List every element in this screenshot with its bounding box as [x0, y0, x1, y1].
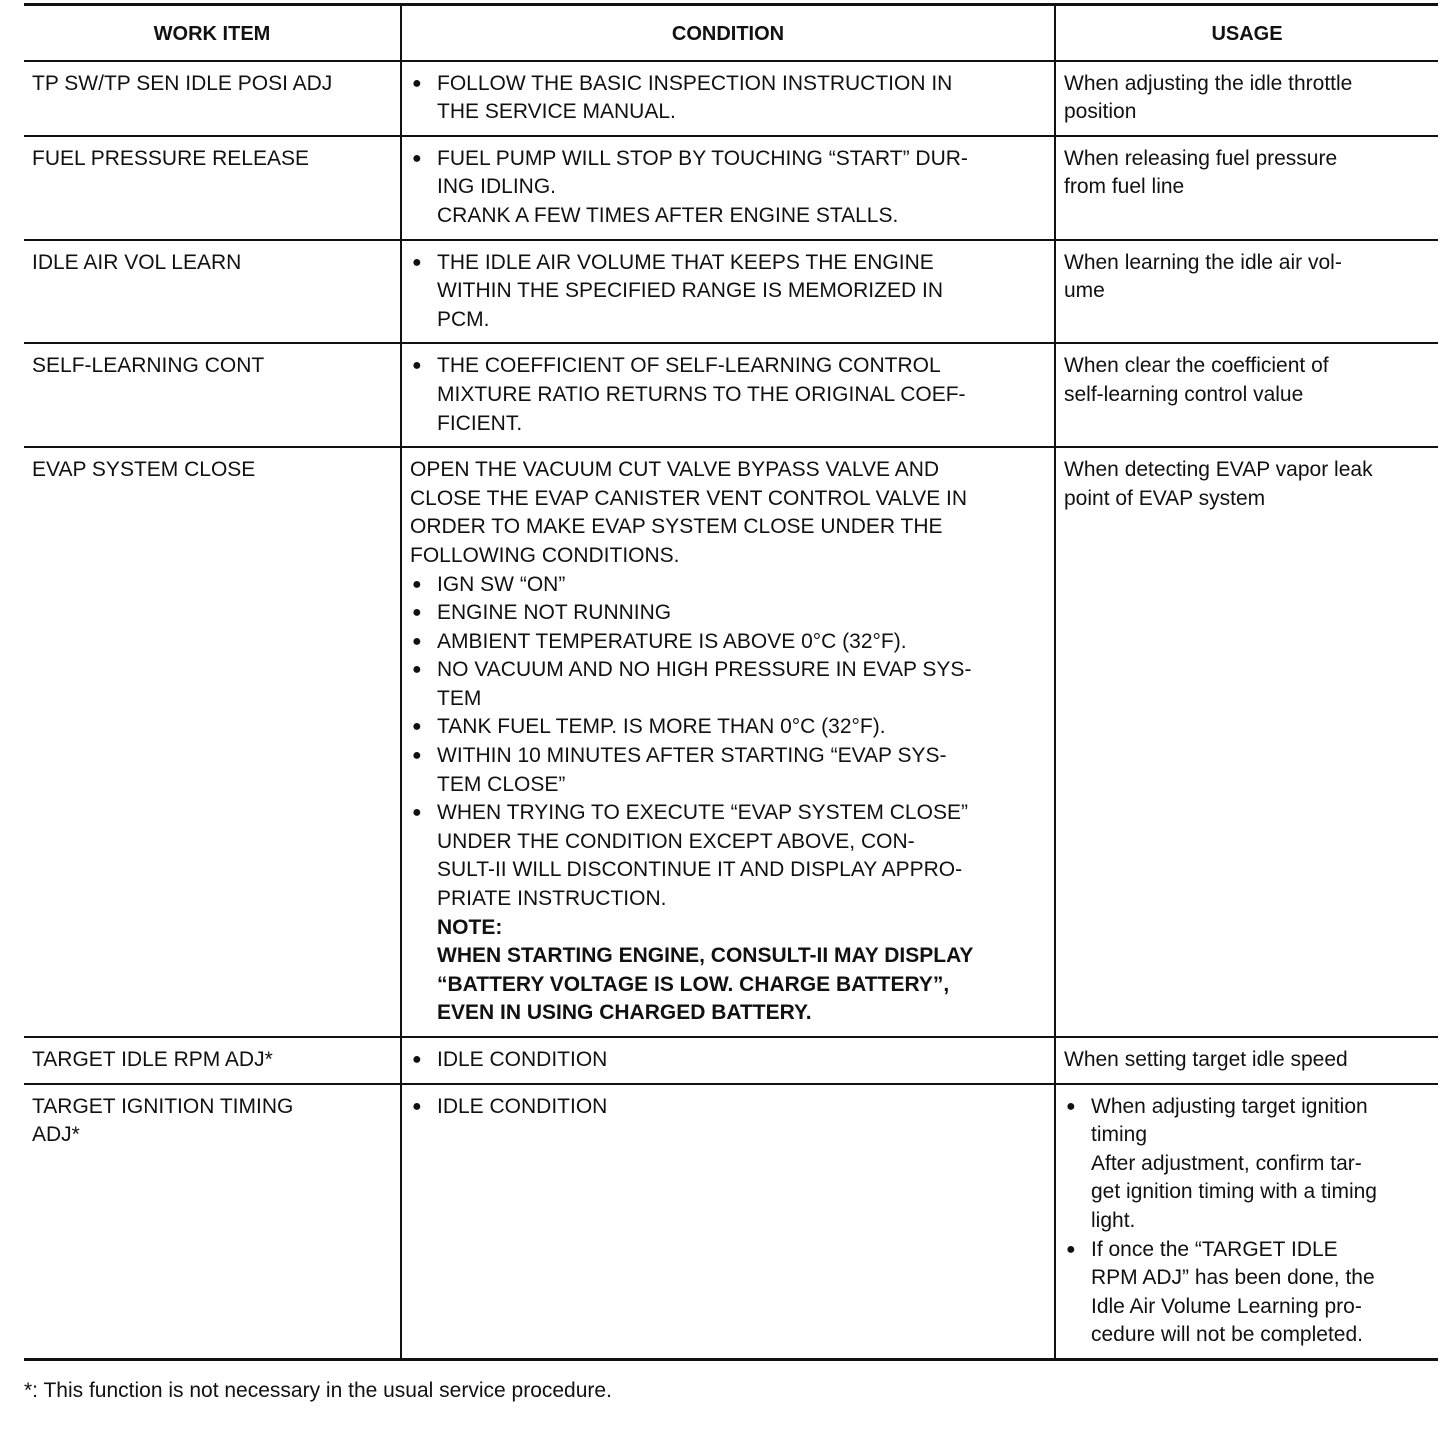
work-item-cell [24, 61, 401, 136]
document [24, 3, 1438, 1361]
work-item-cell [24, 447, 401, 1037]
work-item-text: TP SW/TP SEN IDLE POSI ADJ [32, 71, 333, 95]
work-item-text: SELF-LEARNING CONT [32, 354, 265, 378]
usage-cell [1055, 240, 1438, 344]
usage-line: self-learning control value [1064, 382, 1304, 406]
usage-cell [1055, 447, 1438, 1037]
condition-bullet-item [410, 656, 1047, 713]
work-item-text: EVAP SYSTEM CLOSE [32, 458, 256, 482]
condition-line: IDLE CONDITION [437, 1048, 608, 1071]
consult-work-support-table [24, 3, 1438, 1361]
usage-line: from fuel line [1064, 175, 1185, 199]
usage-line: get ignition timing with a timing [1091, 1180, 1377, 1204]
bullet-icon: ● [412, 632, 422, 650]
condition-cell [401, 61, 1055, 136]
condition-cell [401, 447, 1055, 1037]
bullet-icon: ● [412, 1051, 422, 1068]
condition-bullet-item [410, 571, 1047, 600]
condition-bullet-text [437, 742, 1047, 799]
table-row [24, 136, 1438, 240]
condition-note-line: EVEN IN USING CHARGED BATTERY. [437, 1001, 812, 1025]
header-row [24, 5, 1438, 61]
table-row [24, 61, 1438, 136]
condition-cell [401, 1084, 1055, 1360]
usage-cell [1055, 136, 1438, 240]
bullet-icon: ● [1066, 1240, 1076, 1258]
condition-line: AMBIENT TEMPERATURE IS ABOVE 0°C (32°F). [437, 629, 907, 653]
condition-bullet-item [410, 628, 1047, 657]
condition-bullet-item [410, 352, 1047, 438]
condition-cell [401, 343, 1055, 447]
work-item-text: TARGET IDLE RPM ADJ* [32, 1048, 273, 1071]
condition-bullet-text [437, 352, 1047, 438]
condition-line: TEM [437, 686, 482, 710]
condition-bullet-item [410, 145, 1047, 231]
condition-line: ING IDLING. [437, 175, 557, 199]
condition-bullet-item [410, 799, 1047, 1028]
usage-line: When releasing fuel pressure [1064, 146, 1338, 170]
condition-bullet-text [437, 1046, 1047, 1075]
condition-line: NO VACUUM AND NO HIGH PRESSURE IN EVAP SYS- [437, 658, 972, 682]
condition-bullet-text [437, 713, 1047, 742]
usage-cell [1055, 1037, 1438, 1084]
usage-bullet-item [1064, 1093, 1431, 1236]
usage-line: When adjusting target ignition [1091, 1094, 1368, 1118]
bullet-icon: ● [412, 149, 422, 167]
condition-bullet-item [410, 1046, 1047, 1075]
condition-line: FOLLOW THE BASIC INSPECTION INSTRUCTION IN [437, 71, 953, 95]
work-item-cell [24, 240, 401, 344]
usage-line: After adjustment, confirm tar- [1091, 1151, 1362, 1175]
work-item-text: TARGET IGNITION TIMING [32, 1094, 294, 1118]
work-item-text: ADJ* [32, 1123, 80, 1147]
work-item-cell [24, 1084, 401, 1360]
bullet-icon: ● [412, 718, 422, 736]
bullet-icon: ● [412, 747, 422, 765]
usage-line: light. [1091, 1208, 1136, 1232]
usage-line: When adjusting the idle throttle [1064, 71, 1353, 95]
table-row [24, 240, 1438, 344]
table-body [24, 61, 1438, 1360]
condition-intro-line: FOLLOWING CONDITIONS. [410, 543, 680, 567]
condition-bullet-item [410, 599, 1047, 628]
bullet-icon: ● [412, 357, 422, 375]
condition-bullet-item [410, 70, 1047, 127]
table-row [24, 1037, 1438, 1084]
table-header [24, 5, 1438, 61]
condition-bullet-text [437, 799, 1047, 1028]
work-item-cell [24, 136, 401, 240]
condition-line: TANK FUEL TEMP. IS MORE THAN 0°C (32°F). [437, 715, 886, 739]
condition-line: FUEL PUMP WILL STOP BY TOUCHING “START” DUR- [437, 146, 968, 170]
usage-line: RPM ADJ” has been done, the [1091, 1266, 1375, 1290]
header-work-item: WORK ITEM [24, 5, 401, 61]
work-item-cell [24, 1037, 401, 1084]
condition-line: THE SERVICE MANUAL. [437, 100, 676, 124]
condition-line: CRANK A FEW TIMES AFTER ENGINE STALLS. [437, 203, 899, 227]
bullet-icon: ● [412, 575, 422, 593]
condition-bullet-item [410, 742, 1047, 799]
condition-line: THE COEFFICIENT OF SELF-LEARNING CONTROL [437, 354, 941, 378]
work-item-text: IDLE AIR VOL LEARN [32, 250, 242, 274]
condition-note-line: “BATTERY VOLTAGE IS LOW. CHARGE BATTERY”, [437, 972, 950, 996]
condition-bullet-text [437, 1093, 1047, 1122]
usage-bullet-item [1064, 1236, 1431, 1350]
condition-line: SULT-II WILL DISCONTINUE IT AND DISPLAY APPRO- [437, 858, 963, 882]
bullet-icon: ● [412, 253, 422, 271]
condition-cell [401, 136, 1055, 240]
condition-cell [401, 1037, 1055, 1084]
condition-bullet-item [410, 249, 1047, 335]
condition-line: PRIATE INSTRUCTION. [437, 887, 667, 911]
condition-line: WHEN TRYING TO EXECUTE “EVAP SYSTEM CLOSE” [437, 801, 968, 825]
usage-line: When clear the coefficient of [1064, 354, 1329, 378]
condition-cell [401, 240, 1055, 344]
condition-bullet-text [437, 249, 1047, 335]
condition-intro-line: ORDER TO MAKE EVAP SYSTEM CLOSE UNDER THE [410, 515, 943, 539]
bullet-icon: ● [412, 661, 422, 679]
usage-line: position [1064, 100, 1137, 124]
condition-line: FICIENT. [437, 411, 523, 435]
usage-line: point of EVAP system [1064, 486, 1266, 510]
condition-bullet-text [437, 571, 1047, 600]
condition-intro-line: CLOSE THE EVAP CANISTER VENT CONTROL VALVE IN [410, 486, 968, 510]
usage-line: When detecting EVAP vapor leak [1064, 458, 1373, 482]
condition-note-line: NOTE: [437, 915, 503, 939]
bullet-icon: ● [412, 604, 422, 622]
bullet-icon: ● [1066, 1097, 1076, 1115]
usage-bullet-text [1091, 1093, 1431, 1236]
work-item-text: FUEL PRESSURE RELEASE [32, 146, 309, 170]
condition-line: TEM CLOSE” [437, 772, 566, 796]
condition-line: IGN SW “ON” [437, 572, 566, 596]
usage-cell [1055, 1084, 1438, 1360]
usage-cell [1055, 61, 1438, 136]
usage-line: When learning the idle air vol- [1064, 250, 1342, 274]
table-row [24, 1084, 1438, 1360]
condition-line: WITHIN THE SPECIFIED RANGE IS MEMORIZED IN [437, 279, 943, 303]
usage-line: When setting target idle speed [1064, 1048, 1348, 1071]
condition-line: MIXTURE RATIO RETURNS TO THE ORIGINAL COEF- [437, 382, 966, 406]
footnote: *: This function is not necessary in the usual service procedure. [24, 1379, 612, 1402]
header-usage: USAGE [1055, 5, 1438, 61]
condition-line: UNDER THE CONDITION EXCEPT ABOVE, CON- [437, 829, 915, 853]
table-row [24, 343, 1438, 447]
usage-line: Idle Air Volume Learning pro- [1091, 1294, 1362, 1318]
condition-note-line: WHEN STARTING ENGINE, CONSULT-II MAY DISPLAY [437, 944, 974, 968]
work-item-cell [24, 343, 401, 447]
bullet-icon: ● [412, 74, 422, 92]
usage-line: timing [1091, 1123, 1148, 1147]
usage-line: If once the “TARGET IDLE [1091, 1237, 1338, 1261]
condition-bullet-text [437, 145, 1047, 231]
condition-line: THE IDLE AIR VOLUME THAT KEEPS THE ENGINE [437, 250, 934, 274]
condition-bullet-item [410, 1093, 1047, 1122]
usage-bullet-text [1091, 1236, 1431, 1350]
usage-cell [1055, 343, 1438, 447]
bullet-icon: ● [412, 804, 422, 822]
condition-line: WITHIN 10 MINUTES AFTER STARTING “EVAP SYS- [437, 744, 947, 768]
condition-bullet-text [437, 70, 1047, 127]
condition-bullet-text [437, 599, 1047, 628]
header-condition: CONDITION [401, 5, 1055, 61]
condition-line: ENGINE NOT RUNNING [437, 601, 672, 625]
condition-line: IDLE CONDITION [437, 1094, 608, 1118]
condition-bullet-text [437, 656, 1047, 713]
condition-bullet-item [410, 713, 1047, 742]
condition-bullet-text [437, 628, 1047, 657]
bullet-icon: ● [412, 1097, 422, 1115]
condition-intro-line: OPEN THE VACUUM CUT VALVE BYPASS VALVE AND [410, 458, 940, 482]
usage-line: ume [1064, 279, 1105, 303]
condition-line: PCM. [437, 307, 490, 331]
table-row [24, 447, 1438, 1037]
usage-line: cedure will not be completed. [1091, 1323, 1363, 1347]
